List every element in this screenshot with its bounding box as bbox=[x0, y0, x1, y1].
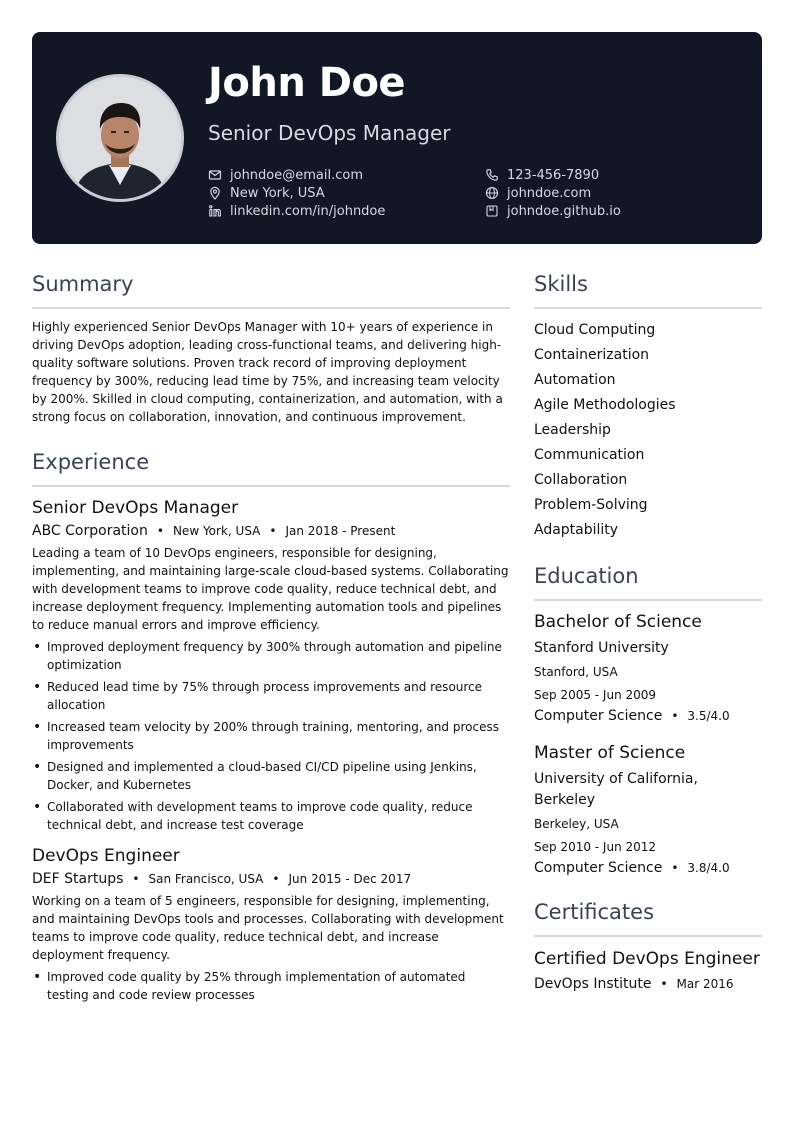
edu-school: Stanford University bbox=[534, 640, 669, 656]
email-text: johndoe@email.com bbox=[230, 167, 363, 183]
website-text: johndoe.com bbox=[507, 185, 592, 201]
edu-dates: Sep 2010 - Jun 2012 bbox=[534, 840, 657, 854]
skill-item: Problem-Solving bbox=[534, 497, 648, 513]
skill-item: Automation bbox=[534, 372, 616, 388]
list-item: • Collaborated with development teams to improve code quality, reduce technical debt, and increase test coverage bbox=[33, 799, 473, 832]
contact-column-left bbox=[208, 166, 385, 220]
contact-column-right bbox=[485, 166, 621, 220]
certificate-entry bbox=[534, 946, 762, 992]
skill-item: Communication bbox=[534, 447, 645, 463]
job-location: San Francisco, USA bbox=[148, 872, 264, 886]
contact-linkedin[interactable] bbox=[208, 202, 385, 220]
edu-field: Computer Science bbox=[534, 860, 663, 876]
skill-item: Adaptability bbox=[534, 522, 619, 538]
github-icon bbox=[485, 204, 499, 218]
job-company: DEF Startups bbox=[32, 871, 124, 887]
map-pin-icon bbox=[208, 186, 222, 200]
job-description: Leading a team of 10 DevOps engineers, responsible for designing, implementing, and maintaining large-scale cloud-based systems. Collaborating with development teams to improve code quality, reduce technical debt, and increase deployment frequency. Implementing automation tools and pipelines to reduce manual errors and improve efficiency. bbox=[32, 546, 509, 632]
separator-dot: • bbox=[156, 524, 164, 538]
section-divider bbox=[534, 307, 762, 309]
phone-text: 123-456-7890 bbox=[507, 167, 600, 183]
certificates-heading: Certificates bbox=[534, 900, 655, 924]
job-title: DevOps Engineer bbox=[32, 846, 180, 866]
contact-email[interactable] bbox=[208, 166, 385, 184]
certificate-name: Certified DevOps Engineer bbox=[534, 949, 760, 969]
skill-item: Leadership bbox=[534, 422, 611, 438]
contact-location bbox=[208, 184, 385, 202]
header-banner bbox=[32, 32, 762, 244]
linkedin-text: linkedin.com/in/johndoe bbox=[230, 203, 386, 219]
education-entry bbox=[534, 610, 762, 724]
job-entry bbox=[32, 844, 510, 1004]
job-meta bbox=[32, 871, 510, 887]
job-meta bbox=[32, 523, 510, 539]
job-bullets bbox=[32, 968, 510, 1004]
job-dates: Jun 2015 - Dec 2017 bbox=[288, 872, 412, 886]
job-entry bbox=[32, 496, 510, 834]
separator-dot: • bbox=[269, 524, 277, 538]
education-heading: Education bbox=[534, 564, 639, 588]
edu-gpa: 3.5/4.0 bbox=[687, 709, 730, 723]
list-item: • Reduced lead time by 75% through process improvements and resource allocation bbox=[33, 679, 483, 712]
list-item: • Designed and implemented a cloud-based CI/CD pipeline using Jenkins, Docker, and Kubernetes bbox=[33, 759, 477, 792]
separator-dot: • bbox=[132, 872, 140, 886]
contact-github[interactable] bbox=[485, 202, 621, 220]
separator-dot: • bbox=[272, 872, 280, 886]
skills-section bbox=[534, 268, 762, 543]
skill-item: Cloud Computing bbox=[534, 322, 656, 338]
edu-field: Computer Science bbox=[534, 708, 663, 724]
job-description: Working on a team of 5 engineers, responsible for designing, implementing, and maintaining DevOps tools and processes. Collaborating with development teams to improve code quality, reduce technical debt, and increase deployment frequency. bbox=[32, 894, 504, 962]
globe-icon bbox=[485, 186, 499, 200]
education-section bbox=[534, 560, 762, 876]
skill-item: Agile Methodologies bbox=[534, 397, 676, 413]
education-entry bbox=[534, 741, 762, 876]
section-divider bbox=[32, 307, 510, 309]
list-item: • Improved deployment frequency by 300% through automation and pipeline optimization bbox=[33, 639, 502, 672]
job-bullets bbox=[32, 638, 510, 834]
job-dates: Jan 2018 - Present bbox=[285, 524, 396, 538]
list-item: • Increased team velocity by 200% through training, mentoring, and process improvements bbox=[33, 719, 499, 752]
edu-gpa: 3.8/4.0 bbox=[687, 861, 730, 875]
section-divider bbox=[534, 935, 762, 937]
avatar bbox=[56, 74, 184, 202]
certificate-meta bbox=[534, 976, 762, 992]
mail-icon bbox=[208, 168, 222, 182]
contact-phone[interactable] bbox=[485, 166, 621, 184]
sidebar-column bbox=[534, 268, 762, 992]
separator-dot: • bbox=[660, 977, 668, 991]
main-column bbox=[32, 268, 510, 1008]
edu-dates: Sep 2005 - Jun 2009 bbox=[534, 688, 657, 702]
job-title: Senior DevOps Manager bbox=[32, 498, 239, 518]
summary-section bbox=[32, 268, 510, 426]
skills-heading: Skills bbox=[534, 272, 588, 296]
edu-degree: Bachelor of Science bbox=[534, 612, 702, 632]
contact-website[interactable] bbox=[485, 184, 621, 202]
edu-field-row bbox=[534, 708, 762, 724]
certificate-issuer: DevOps Institute bbox=[534, 976, 652, 992]
experience-section bbox=[32, 446, 510, 1004]
profile-photo bbox=[59, 77, 181, 199]
candidate-title: Senior DevOps Manager bbox=[208, 121, 451, 145]
edu-location: Stanford, USA bbox=[534, 665, 618, 679]
experience-heading: Experience bbox=[32, 450, 150, 474]
section-divider bbox=[32, 485, 510, 487]
separator-dot: • bbox=[671, 709, 679, 723]
summary-text: Highly experienced Senior DevOps Manager with 10+ years of experience in driving DevOps adoption, leading cross-functional teams, and delivering high-quality software solutions. Proven track record of improving deployment frequency by 300%, reducing lead time by 75%, and increasing team velocity by 200%. Skilled in cloud computing, containerization, and automation, with a strong focus on collaboration, innovation, and continuous improvement. bbox=[32, 320, 503, 424]
edu-field-row bbox=[534, 860, 762, 876]
skill-item: Containerization bbox=[534, 347, 650, 363]
github-text: johndoe.github.io bbox=[507, 203, 621, 219]
edu-degree: Master of Science bbox=[534, 743, 686, 763]
phone-icon bbox=[485, 168, 499, 182]
linkedin-icon bbox=[208, 204, 222, 218]
edu-school: University of California, Berkeley bbox=[534, 771, 698, 808]
location-text: New York, USA bbox=[230, 185, 325, 201]
certificate-date: Mar 2016 bbox=[676, 977, 734, 991]
skill-item: Collaboration bbox=[534, 472, 628, 488]
edu-location: Berkeley, USA bbox=[534, 817, 619, 831]
separator-dot: • bbox=[671, 861, 679, 875]
summary-heading: Summary bbox=[32, 272, 134, 296]
section-divider bbox=[534, 599, 762, 601]
certificates-section bbox=[534, 896, 762, 992]
candidate-name: John Doe bbox=[208, 60, 406, 106]
job-location: New York, USA bbox=[172, 524, 261, 538]
list-item: • Improved code quality by 25% through implementation of automated testing and code review processes bbox=[33, 969, 466, 1002]
job-company: ABC Corporation bbox=[32, 523, 148, 539]
